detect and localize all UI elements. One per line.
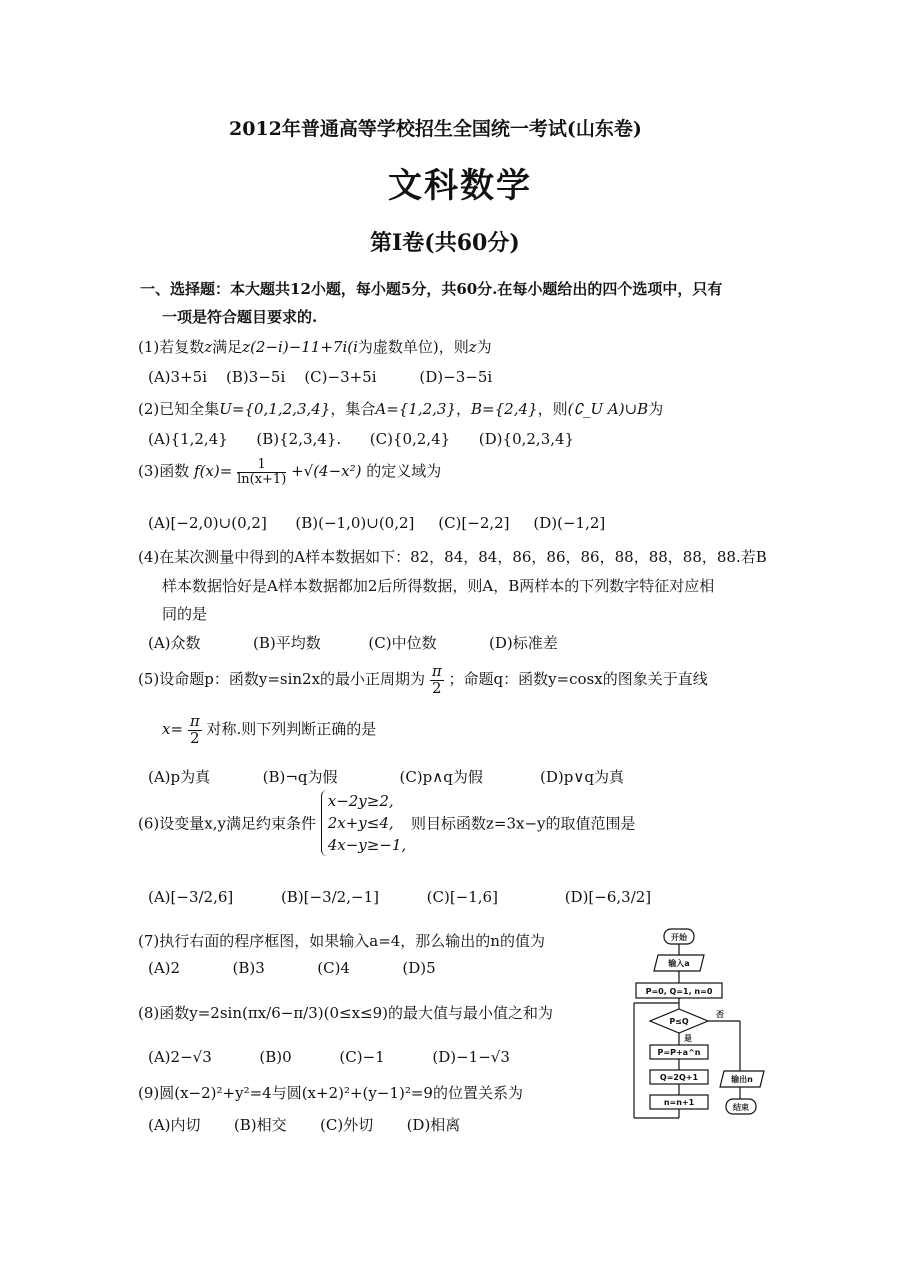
q4-line1: (4)在某次测量中得到的A样本数据如下：82，84，84，86，86，86，88，88，88，88.若B: [138, 548, 767, 566]
flow-end-label: 结束: [733, 1103, 749, 1112]
q5-text-b: ；命题q：函数y=cosx的图象关于直线: [448, 670, 708, 688]
question-7: (7)执行右面的程序框图，如果输入a=4，那么输出的n的值为: [138, 932, 545, 950]
q5-pi-2: π: [189, 712, 200, 730]
flow-output-label: 输出n: [731, 1075, 753, 1084]
q6-constraint-2: 2x+y≤4,: [327, 814, 394, 832]
q6-constraint-system: [321, 790, 407, 856]
flow-no-label: 否: [716, 1010, 724, 1019]
q1-var-z2: z: [468, 338, 477, 356]
q2-text-c: ，: [456, 400, 472, 418]
q1-options: (A)3+5i (B)3−5i (C)−3+5i (D)−3−5i: [148, 368, 493, 386]
q6-options: (A)[−3/2,6] (B)[−3/2,−1] (C)[−1,6] (D)[−6,3/2]: [148, 888, 652, 906]
q3-text-b: 的定义域为: [366, 462, 442, 480]
question-9: (9)圆(x−2)²+y²=4与圆(x+2)²+(y−1)²=9的位置关系为: [138, 1084, 523, 1102]
q5-two-2: 2: [189, 729, 200, 747]
q4-options: (A)众数 (B)平均数 (C)中位数 (D)标准差: [148, 634, 558, 652]
flow-input-label: 输入a: [668, 959, 690, 968]
flow-condition-label: P≤Q: [669, 1017, 689, 1026]
flow-start-label: 开始: [671, 933, 687, 942]
q1-var-z: z: [204, 338, 213, 356]
question-5-line1: [138, 664, 708, 696]
flow-step1-label: P=P+a^n: [657, 1048, 701, 1057]
q2-options: (A){1,2,4} (B){2,3,4}. (C){0,2,4} (D){0,2,3,4}: [148, 430, 575, 448]
question-5-line2: [162, 714, 376, 746]
q2-text-d: ，则: [537, 400, 568, 418]
q5-two: 2: [432, 679, 442, 697]
program-flowchart: [628, 925, 788, 1150]
instructions-line1: 一、选择题：本大题共12小题，每小题5分，共60分.在每小题给出的四个选项中，只有: [140, 280, 723, 298]
question-8: (8)函数y=2sin(πx/6−π/3)(0≤x≤9)的最大值与最小值之和为: [138, 1004, 554, 1022]
q2-text-e: 为: [648, 400, 664, 418]
q2-set-a: A={1,2,3}: [375, 400, 457, 418]
q1-text-d: 为: [476, 338, 492, 356]
q2-set-b: B={2,4}: [471, 400, 538, 418]
q6-constraint-1: x−2y≥2,: [327, 792, 394, 810]
question-6: [138, 790, 636, 856]
q5-options: (A)p为真 (B)¬q为假 (C)p∧q为假 (D)p∨q为真: [148, 768, 624, 786]
q5-pi: π: [431, 662, 442, 680]
q3-func: f(x)=: [194, 462, 233, 480]
q5-text-d: 对称.则下列判断正确的是: [206, 720, 377, 738]
q5-fraction-period: [430, 664, 444, 696]
q6-text-b: 则目标函数z=3x−y的取值范围是: [411, 814, 636, 833]
exam-title: 2012年普通高等学校招生全国统一考试(山东卷): [229, 118, 642, 140]
q6-text-a: (6)设变量x,y满足约束条件: [138, 814, 316, 833]
q8-options: (A)2−√3 (B)0 (C)−1 (D)−1−√3: [148, 1048, 510, 1066]
question-3: [138, 458, 441, 486]
q6-constraint-3: 4x−y≥−1,: [327, 836, 407, 854]
q2-expr: (∁_U A)∪B: [567, 400, 649, 418]
flow-yes-label: 是: [684, 1034, 692, 1043]
subject-title: 文科数学: [388, 166, 532, 206]
q7-options: (A)2 (B)3 (C)4 (D)5: [148, 959, 436, 977]
q9-options: (A)内切 (B)相交 (C)外切 (D)相离: [148, 1116, 461, 1134]
question-1: [138, 336, 492, 357]
q5-text-c: x=: [162, 720, 184, 738]
instructions-line2: 一项是符合题目要求的.: [162, 308, 318, 326]
q4-line2: 样本数据恰好是A样本数据都加2后所得数据，则A，B两样本的下列数字特征对应相: [162, 577, 715, 595]
q1-expr: z(2−i)−11+7i(i: [242, 338, 358, 356]
flow-step2-label: Q=2Q+1: [659, 1073, 699, 1082]
question-2: [138, 398, 663, 419]
q1-text-a: (1)若复数: [138, 338, 205, 356]
section-title: 第Ⅰ卷(共60分): [370, 230, 520, 256]
q3-numerator: 1: [237, 458, 286, 473]
q1-text-b: 满足: [212, 338, 243, 356]
q2-universal-set: U={0,1,2,3,4}: [219, 400, 331, 418]
flow-init-label: P=0, Q=1, n=0: [645, 987, 713, 996]
q5-text-a: (5)设命题p：函数y=sin2x的最小正周期为: [138, 670, 426, 688]
q2-text-b: ，集合: [330, 400, 376, 418]
q1-text-c: 为虚数单位)，则: [357, 338, 469, 356]
q3-text-a: (3)函数: [138, 462, 190, 480]
flow-step3-label: n=n+1: [663, 1098, 695, 1107]
q3-denominator: ln(x+1): [237, 472, 287, 487]
q2-text-a: (2)已知全集: [138, 400, 220, 418]
q3-sqrt-term: +√(4−x²): [291, 462, 362, 480]
q4-line3: 同的是: [162, 605, 208, 623]
q5-fraction-line: [188, 714, 202, 746]
q3-fraction: [237, 458, 286, 486]
q3-options: (A)[−2,0)∪(0,2] (B)(−1,0)∪(0,2] (C)[−2,2] (D)(−1,2]: [148, 514, 606, 532]
